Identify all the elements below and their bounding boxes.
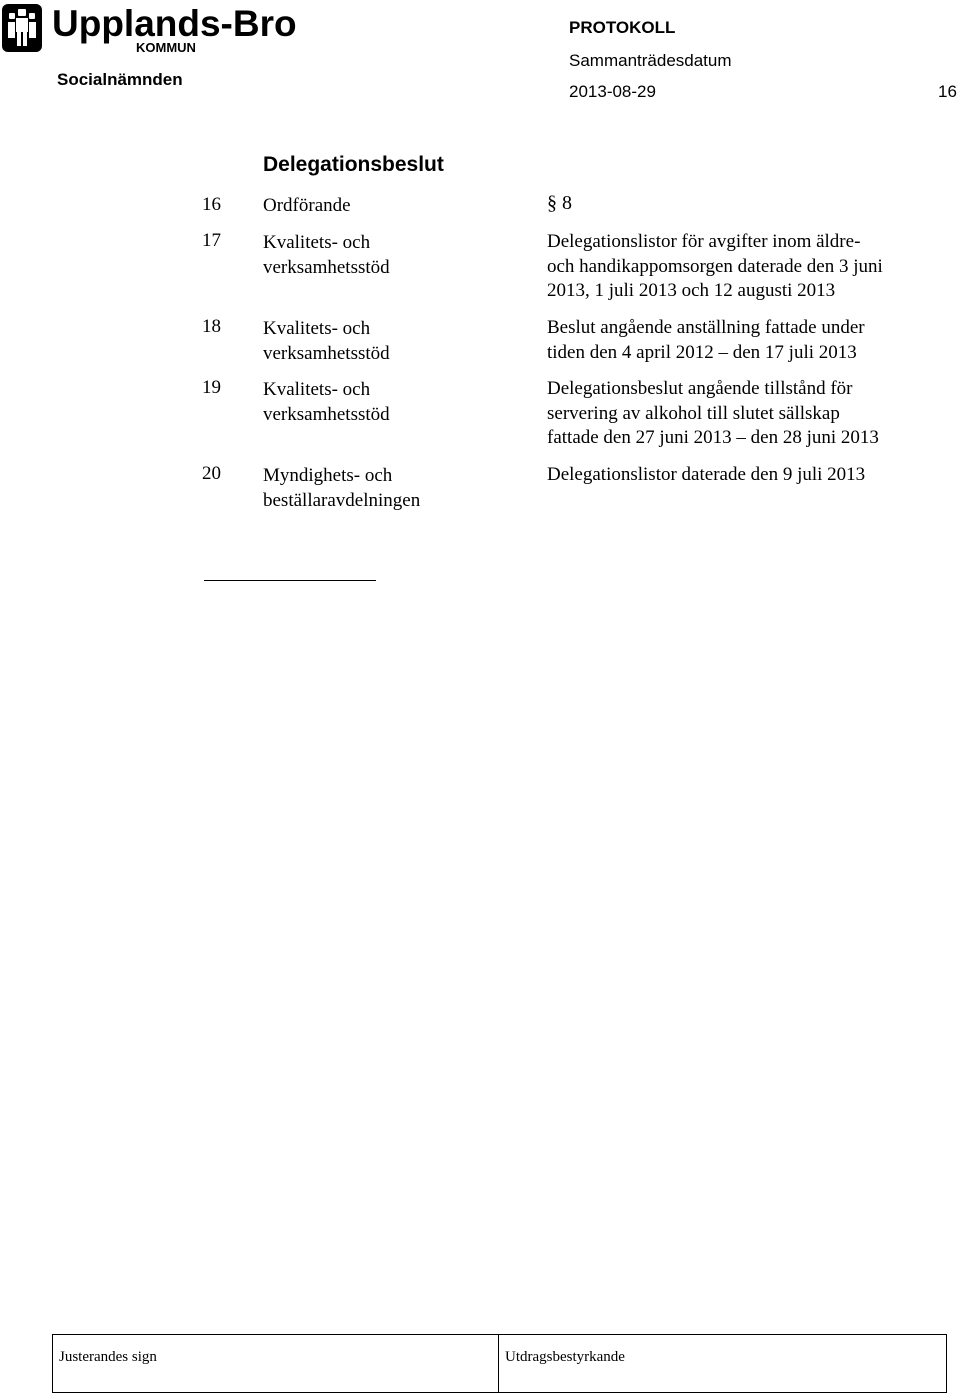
item-unit: Kvalitets- och verksamhetsstöd — [263, 232, 390, 278]
logo-subtext: KOMMUN — [136, 40, 196, 55]
item-unit: Myndighets- och beställaravdelningen — [263, 465, 421, 511]
document-type: PROTOKOLL — [569, 18, 676, 37]
coat-of-arms-icon — [0, 0, 300, 56]
justerandes-sign-label: Justerandes sign — [59, 1349, 157, 1365]
item-unit: Kvalitets- och verksamhetsstöd — [263, 318, 390, 364]
item-number: 16 — [202, 194, 221, 215]
item-description: Delegationslistor för avgifter inom äldre- och handikappomsorgen daterade den 3 juni 2013, 1 juli 2013 och 12 augusti 2013 — [547, 231, 883, 301]
page-number: 16 — [938, 82, 957, 101]
item-number: 18 — [202, 316, 221, 337]
item-unit: Ordförande — [263, 195, 351, 216]
item-description: Delegationsbeslut angående tillstånd för servering av alkohol till slutet sällskap fattade den 27 juni 2013 – den 28 juni 2013 — [547, 378, 879, 448]
item-number: 17 — [202, 230, 221, 251]
item-unit: Kvalitets- och verksamhetsstöd — [263, 379, 390, 425]
logo-wordmark: Upplands-Bro — [52, 3, 297, 44]
item-number: 19 — [202, 377, 221, 398]
committee-name: Socialnämnden — [57, 70, 183, 89]
meeting-date: 2013-08-29 — [569, 82, 656, 101]
utdragsbestyrkande-label: Utdragsbestyrkande — [505, 1349, 625, 1365]
item-description: Beslut angående anställning fattade under tiden den 4 april 2012 – den 17 juli 2013 — [547, 317, 865, 363]
section-title: Delegationsbeslut — [263, 153, 444, 176]
divider — [204, 580, 376, 581]
item-number: 20 — [202, 463, 221, 484]
signature-footer — [52, 1334, 947, 1393]
utdragsbestyrkande-box — [499, 1335, 946, 1392]
paragraph-number: § 8 — [547, 192, 572, 214]
municipality-logo — [0, 0, 300, 56]
item-description: Delegationslistor daterade den 9 juli 2013 — [547, 464, 866, 485]
meeting-date-label: Sammanträdesdatum — [569, 51, 732, 70]
justerandes-sign-box — [53, 1335, 499, 1392]
